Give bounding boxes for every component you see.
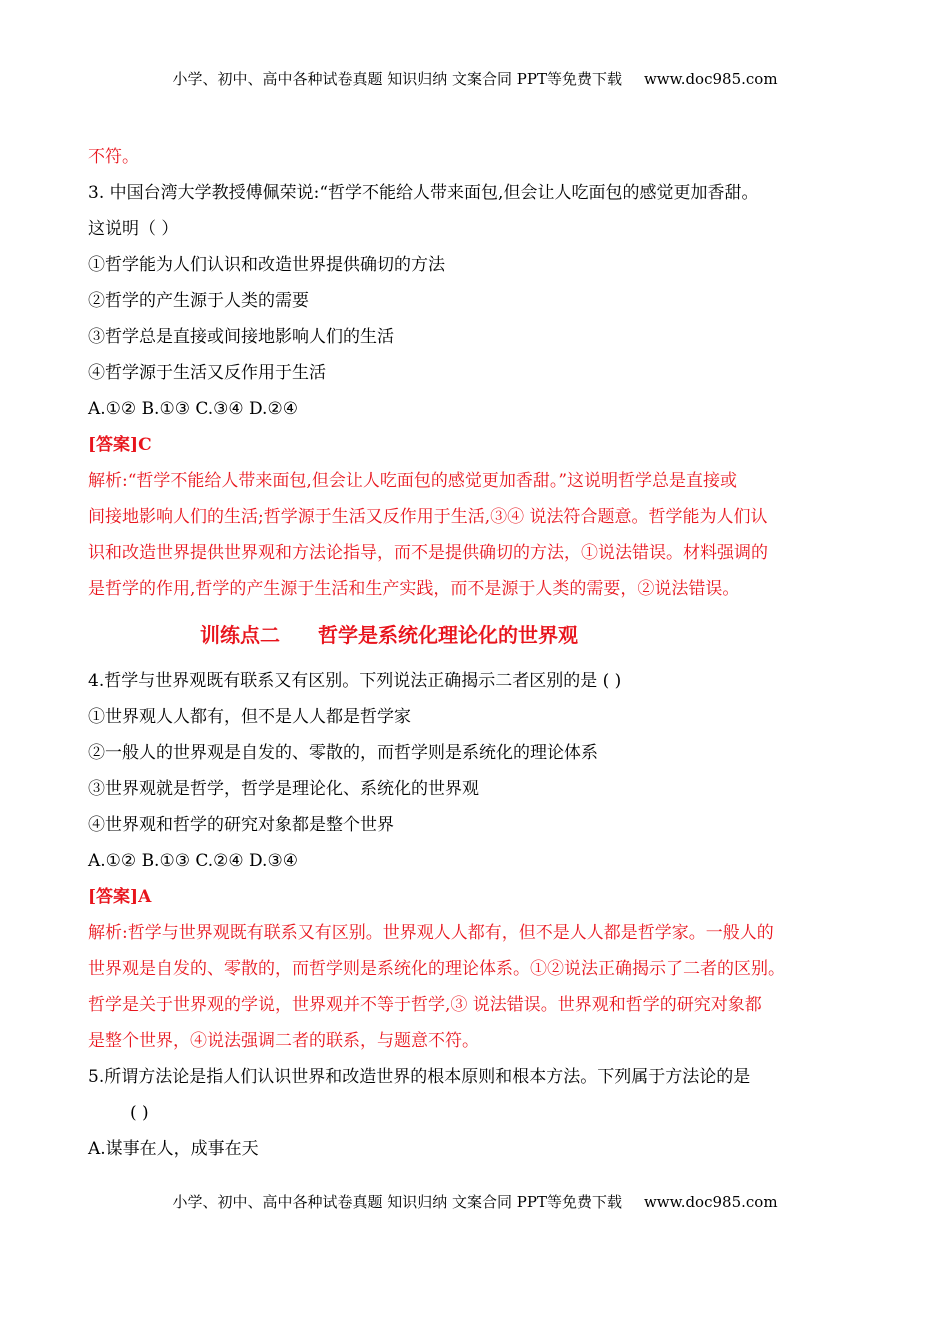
q3-stem-line-1: 3. 中国台湾大学教授傅佩荣说:“哲学不能给人带来面包,但会让人吃面包的感觉更加香甜。 [88,183,759,203]
q4-option: ②一般人的世界观是自发的、零散的，而哲学则是系统化的理论体系 [88,743,598,763]
section-label: 训练点二 [200,623,280,647]
q4-option: ①世界观人人都有，但不是人人都是哲学家 [88,707,411,727]
page-header [0,68,950,89]
q3-option: ①哲学能为人们认识和改造世界提供确切的方法 [88,255,445,275]
section-title: 哲学是系统化理论化的世界观 [318,623,578,647]
q3-option: ④哲学源于生活又反作用于生活 [88,363,326,383]
q4-option: ④世界观和哲学的研究对象都是整个世界 [88,815,394,835]
q5-option-a: A.谋事在人，成事在天 [88,1139,259,1159]
q4-option: ③世界观就是哲学，哲学是理论化、系统化的世界观 [88,779,479,799]
section-heading [88,607,868,663]
q3-option: ②哲学的产生源于人类的需要 [88,291,309,311]
q3-analysis-line: 是哲学的作用,哲学的产生源于生活和生产实践，而不是源于人类的需要，②说法错误。 [88,579,740,599]
q3-analysis-line: 间接地影响人们的生活;哲学源于生活又反作用于生活,③④ 说法符合题意。哲学能为人们认 [88,507,768,527]
footer-url[interactable]: www.doc985.com [643,1193,778,1211]
previous-answer-tail: 不符。 [88,147,139,167]
q3-analysis-line: 识和改造世界提供世界观和方法论指导，而不是提供确切的方法，①说法错误。材料强调的 [88,543,768,563]
q3-answer: [答案]C [88,435,152,455]
q4-analysis-line: 世界观是自发的、零散的，而哲学则是系统化的理论体系。①②说法正确揭示了二者的区别。 [88,959,785,979]
header-text: 小学、初中、高中各种试卷真题 知识归纳 文案合同 PPT等免费下载 [172,70,622,88]
q4-analysis-line: 解析:哲学与世界观既有联系又有区别。世界观人人都有，但不是人人都是哲学家。一般人的 [88,923,774,943]
q4-analysis-line: 哲学是关于世界观的学说，世界观并不等于哲学,③ 说法错误。世界观和哲学的研究对象都 [88,995,762,1015]
q3-analysis-line: 解析:“哲学不能给人带来面包,但会让人吃面包的感觉更加香甜。”这说明哲学总是直接或 [88,471,738,491]
page-footer [0,1191,950,1212]
q4-stem: 4.哲学与世界观既有联系又有区别。下列说法正确揭示二者区别的是 ( ) [88,671,622,691]
q3-choices: A.①② B.①③ C.③④ D.②④ [88,399,298,419]
q5-blank: ( ) [130,1103,149,1123]
header-url[interactable]: www.doc985.com [643,70,778,88]
document-body [88,139,868,1167]
q3-option: ③哲学总是直接或间接地影响人们的生活 [88,327,394,347]
q4-answer: [答案]A [88,887,152,907]
footer-text: 小学、初中、高中各种试卷真题 知识归纳 文案合同 PPT等免费下载 [172,1193,622,1211]
q4-choices: A.①② B.①③ C.②④ D.③④ [88,851,298,871]
q5-stem: 5.所谓方法论是指人们认识世界和改造世界的根本原则和根本方法。下列属于方法论的是 [88,1067,751,1087]
q3-stem-line-2: 这说明（ ） [88,219,179,239]
q4-analysis-line: 是整个世界，④说法强调二者的联系，与题意不符。 [88,1031,479,1051]
